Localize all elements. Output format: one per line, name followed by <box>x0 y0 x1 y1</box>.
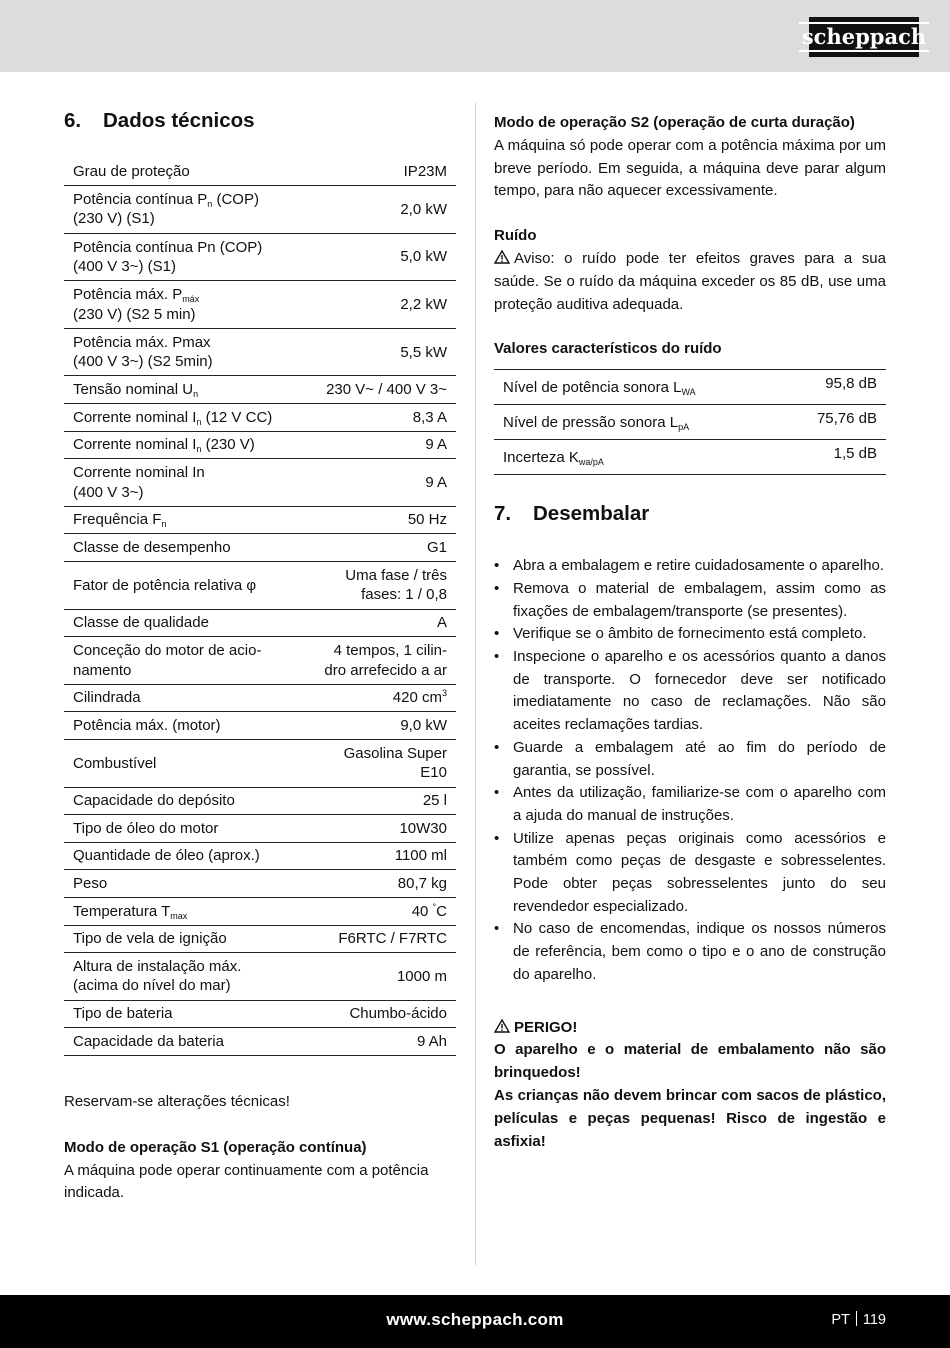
spec-value: 25 l <box>311 787 456 815</box>
danger-text-1: O aparelho e o material de embalamento não são brinquedos! <box>494 1041 886 1082</box>
s1-heading: Modo de operação S1 (operação contínua) <box>64 1138 367 1156</box>
spec-label: Fator de potência relativa φ <box>64 562 311 610</box>
list-item: • Inspecione o aparelho e os acessórios quanto a danos de transporte. O fornecedor deve ser notificado imediatamente no caso de reclamações. Não são aceites reclamações tardias. <box>494 646 886 737</box>
spec-row <box>64 431 456 459</box>
spec-value: Chumbo-ácido <box>311 1000 456 1028</box>
noise-label: Nível de pressão sonora $L_{pA}$ <box>494 405 780 440</box>
list-item: • Abra a embalagem e retire cuidadosamente o aparelho. <box>494 555 886 578</box>
danger-text-2: As crianças não devem brincar com sacos de plástico, películas e peças pequenas! Risco de ingestão e asfixia! <box>494 1086 886 1150</box>
spec-label: Tipo de vela de ignição <box>64 925 311 953</box>
spec-row <box>64 328 456 376</box>
spec-row <box>64 740 456 788</box>
spec-value: 5,0 kW <box>311 233 456 281</box>
spec-row <box>64 870 456 898</box>
noise-values-table <box>494 369 886 475</box>
s2-heading: Modo de operação S2 (operação de curta duração) <box>494 114 855 131</box>
spec-value: 9 A <box>311 431 456 459</box>
spec-label: Peso <box>64 870 311 898</box>
spec-row <box>64 897 456 925</box>
spec-value: 9,0 kW <box>311 712 456 740</box>
noise-value: 75,76 dB <box>780 405 886 440</box>
spec-label: Classe de qualidade <box>64 609 311 637</box>
spec-row <box>64 281 456 329</box>
spec-label: Capacidade do depósito <box>64 787 311 815</box>
spec-value: Uma fase / três fases: 1 / 0,8 <box>311 562 456 610</box>
noise-row <box>494 370 886 405</box>
list-item: • Guarde a embalagem até ao fim do período de garantia, se possível. <box>494 737 886 782</box>
spec-row <box>64 925 456 953</box>
spec-value: 2,0 kW <box>311 186 456 234</box>
s1-text: A máquina pode operar continuamente com a potência indicada. <box>64 1161 429 1202</box>
reserved-note: Reservam-se alterações técnicas! <box>64 1092 290 1110</box>
spec-value: 50 Hz <box>311 506 456 534</box>
spec-label: Potência contínua Pn (COP) (400 V 3~) (S1) <box>64 233 311 281</box>
spec-value: 1100 ml <box>311 842 456 870</box>
list-item: • Utilize apenas peças originais como acessórios e também como peças de desgaste e sobresselentes. Pode obter peças sobresselentes junto do seu revendedor especializado. <box>494 828 886 919</box>
noise-label: Incerteza $K_{wa/pA}$ <box>494 440 780 475</box>
spec-row <box>64 953 456 1001</box>
danger-label: PERIGO! <box>494 1017 886 1040</box>
noise-heading: Ruído <box>494 227 537 245</box>
scheppach-logo: scheppach <box>809 17 919 57</box>
noise-value: 1,5 dB <box>780 440 886 475</box>
list-item: • Verifique se o âmbito de fornecimento está completo. <box>494 623 886 646</box>
noise-value: 95,8 dB <box>780 370 886 405</box>
spec-value: 8,3 A <box>311 404 456 432</box>
spec-row <box>64 562 456 610</box>
spec-value: 9 A <box>311 459 456 507</box>
spec-row <box>64 787 456 815</box>
column-divider <box>475 103 476 1265</box>
spec-label: Grau de proteção <box>73 162 190 180</box>
spec-value: 1000 m <box>311 953 456 1001</box>
spec-value: 80,7 kg <box>311 870 456 898</box>
spec-label: Conceção do motor de acio- namento <box>64 637 311 685</box>
spec-label: Altura de instalação máx. (acima do nível do mar) <box>64 953 311 1001</box>
spec-row <box>64 404 456 432</box>
section-6-heading: 6. Dados técnicos <box>64 109 255 132</box>
spec-label: Potência contínua $P_n$ (COP) (230 V) (S1) <box>64 186 311 234</box>
spec-label: Corrente nominal $I_n$ (230 V) <box>64 431 311 459</box>
spec-label: Tipo de óleo do motor <box>64 815 311 843</box>
spec-label: Frequência $F_n$ <box>64 506 311 534</box>
spec-row <box>64 637 456 685</box>
website-link[interactable]: www.scheppach.com <box>386 1310 564 1329</box>
header-bar <box>0 0 950 72</box>
spec-label: Corrente nominal $I_n$ (12 V CC) <box>64 404 311 432</box>
spec-value: 4 tempos, 1 cilin- dro arrefecido a ar <box>311 637 456 685</box>
spec-value: 9 Ah <box>311 1028 456 1056</box>
spec-value: Gasolina Super E10 <box>311 740 456 788</box>
spec-label: Tensão nominal $U_n$ <box>64 376 311 404</box>
spec-value: G1 <box>311 534 456 562</box>
spec-row <box>64 534 456 562</box>
unpacking-list <box>494 555 886 986</box>
s2-text: A máquina só pode operar com a potência máxima por um breve período. Em seguida, a máquina deve parar algum tempo, para não aquecer excessivamente. <box>494 136 886 200</box>
spec-value: 40 °C <box>311 897 456 925</box>
noise-label: Nível de potência sonora $L_{WA}$ <box>494 370 780 405</box>
list-item: • No caso de encomendas, indique os nossos números de referência, bem como o tipo e o ano de construção do aparelho. <box>494 918 886 986</box>
spec-row <box>64 842 456 870</box>
spec-label: Capacidade da bateria <box>64 1028 311 1056</box>
spec-row <box>64 1028 456 1056</box>
spec-row <box>64 609 456 637</box>
spec-label: Combustível <box>64 740 311 788</box>
spec-label: Tipo de bateria <box>64 1000 311 1028</box>
spec-row <box>64 815 456 843</box>
technical-data-table <box>64 158 456 1056</box>
warning-icon <box>494 1019 510 1033</box>
language-code: PT <box>831 1312 850 1328</box>
spec-label: Potência máx. $P_{máx}$ (230 V) (S2 5 min) <box>64 281 311 329</box>
spec-label: Quantidade de óleo (aprox.) <box>64 842 311 870</box>
list-item: • Remova o material de embalagem, assim como as fixações de embalagem/transporte (se presentes). <box>494 578 886 623</box>
footer-bar <box>0 1295 950 1348</box>
spec-row <box>64 506 456 534</box>
spec-label: Classe de desempenho <box>64 534 311 562</box>
spec-row <box>64 376 456 404</box>
noise-warning: Aviso: o ruído pode ter efeitos graves para a sua saúde. Se o ruído da máquina exceder os 85 dB, use uma proteção auditiva adequada. <box>494 249 886 313</box>
spec-value: IP23M <box>403 162 447 180</box>
noise-row <box>494 405 886 440</box>
warning-icon <box>494 250 510 264</box>
page-indicator <box>831 1311 886 1328</box>
spec-row <box>64 233 456 281</box>
page-number: 119 <box>862 1312 886 1328</box>
spec-label: Cilindrada <box>64 684 311 712</box>
spec-value: A <box>311 609 456 637</box>
spec-value: 420 $cm^3$ <box>311 684 456 712</box>
spec-row <box>64 712 456 740</box>
noise-row <box>494 440 886 475</box>
spec-row <box>64 186 456 234</box>
spec-value: F6RTC / F7RTC <box>311 925 456 953</box>
spec-value: 5,5 kW <box>311 328 456 376</box>
spec-row <box>64 1000 456 1028</box>
spec-label: Corrente nominal In (400 V 3~) <box>64 459 311 507</box>
spec-row <box>64 158 456 186</box>
spec-label: Potência máx. (motor) <box>64 712 311 740</box>
right-column <box>494 112 886 1153</box>
spec-value: 2,2 kW <box>311 281 456 329</box>
spec-row <box>64 684 456 712</box>
spec-row <box>64 459 456 507</box>
noise-values-heading: Valores característicos do ruído <box>494 340 722 358</box>
list-item: • Antes da utilização, familiarize-se com o aparelho com a ajuda do manual de instruções. <box>494 782 886 827</box>
left-column <box>64 108 456 1205</box>
spec-value: 230 V~ / 400 V 3~ <box>311 376 456 404</box>
spec-label: Temperatura $T_{max}$ <box>64 897 311 925</box>
spec-label: Potência máx. Pmax (400 V 3~) (S2 5min) <box>64 328 311 376</box>
spec-value: 10W30 <box>311 815 456 843</box>
section-7-heading: 7. Desembalar <box>494 502 650 526</box>
